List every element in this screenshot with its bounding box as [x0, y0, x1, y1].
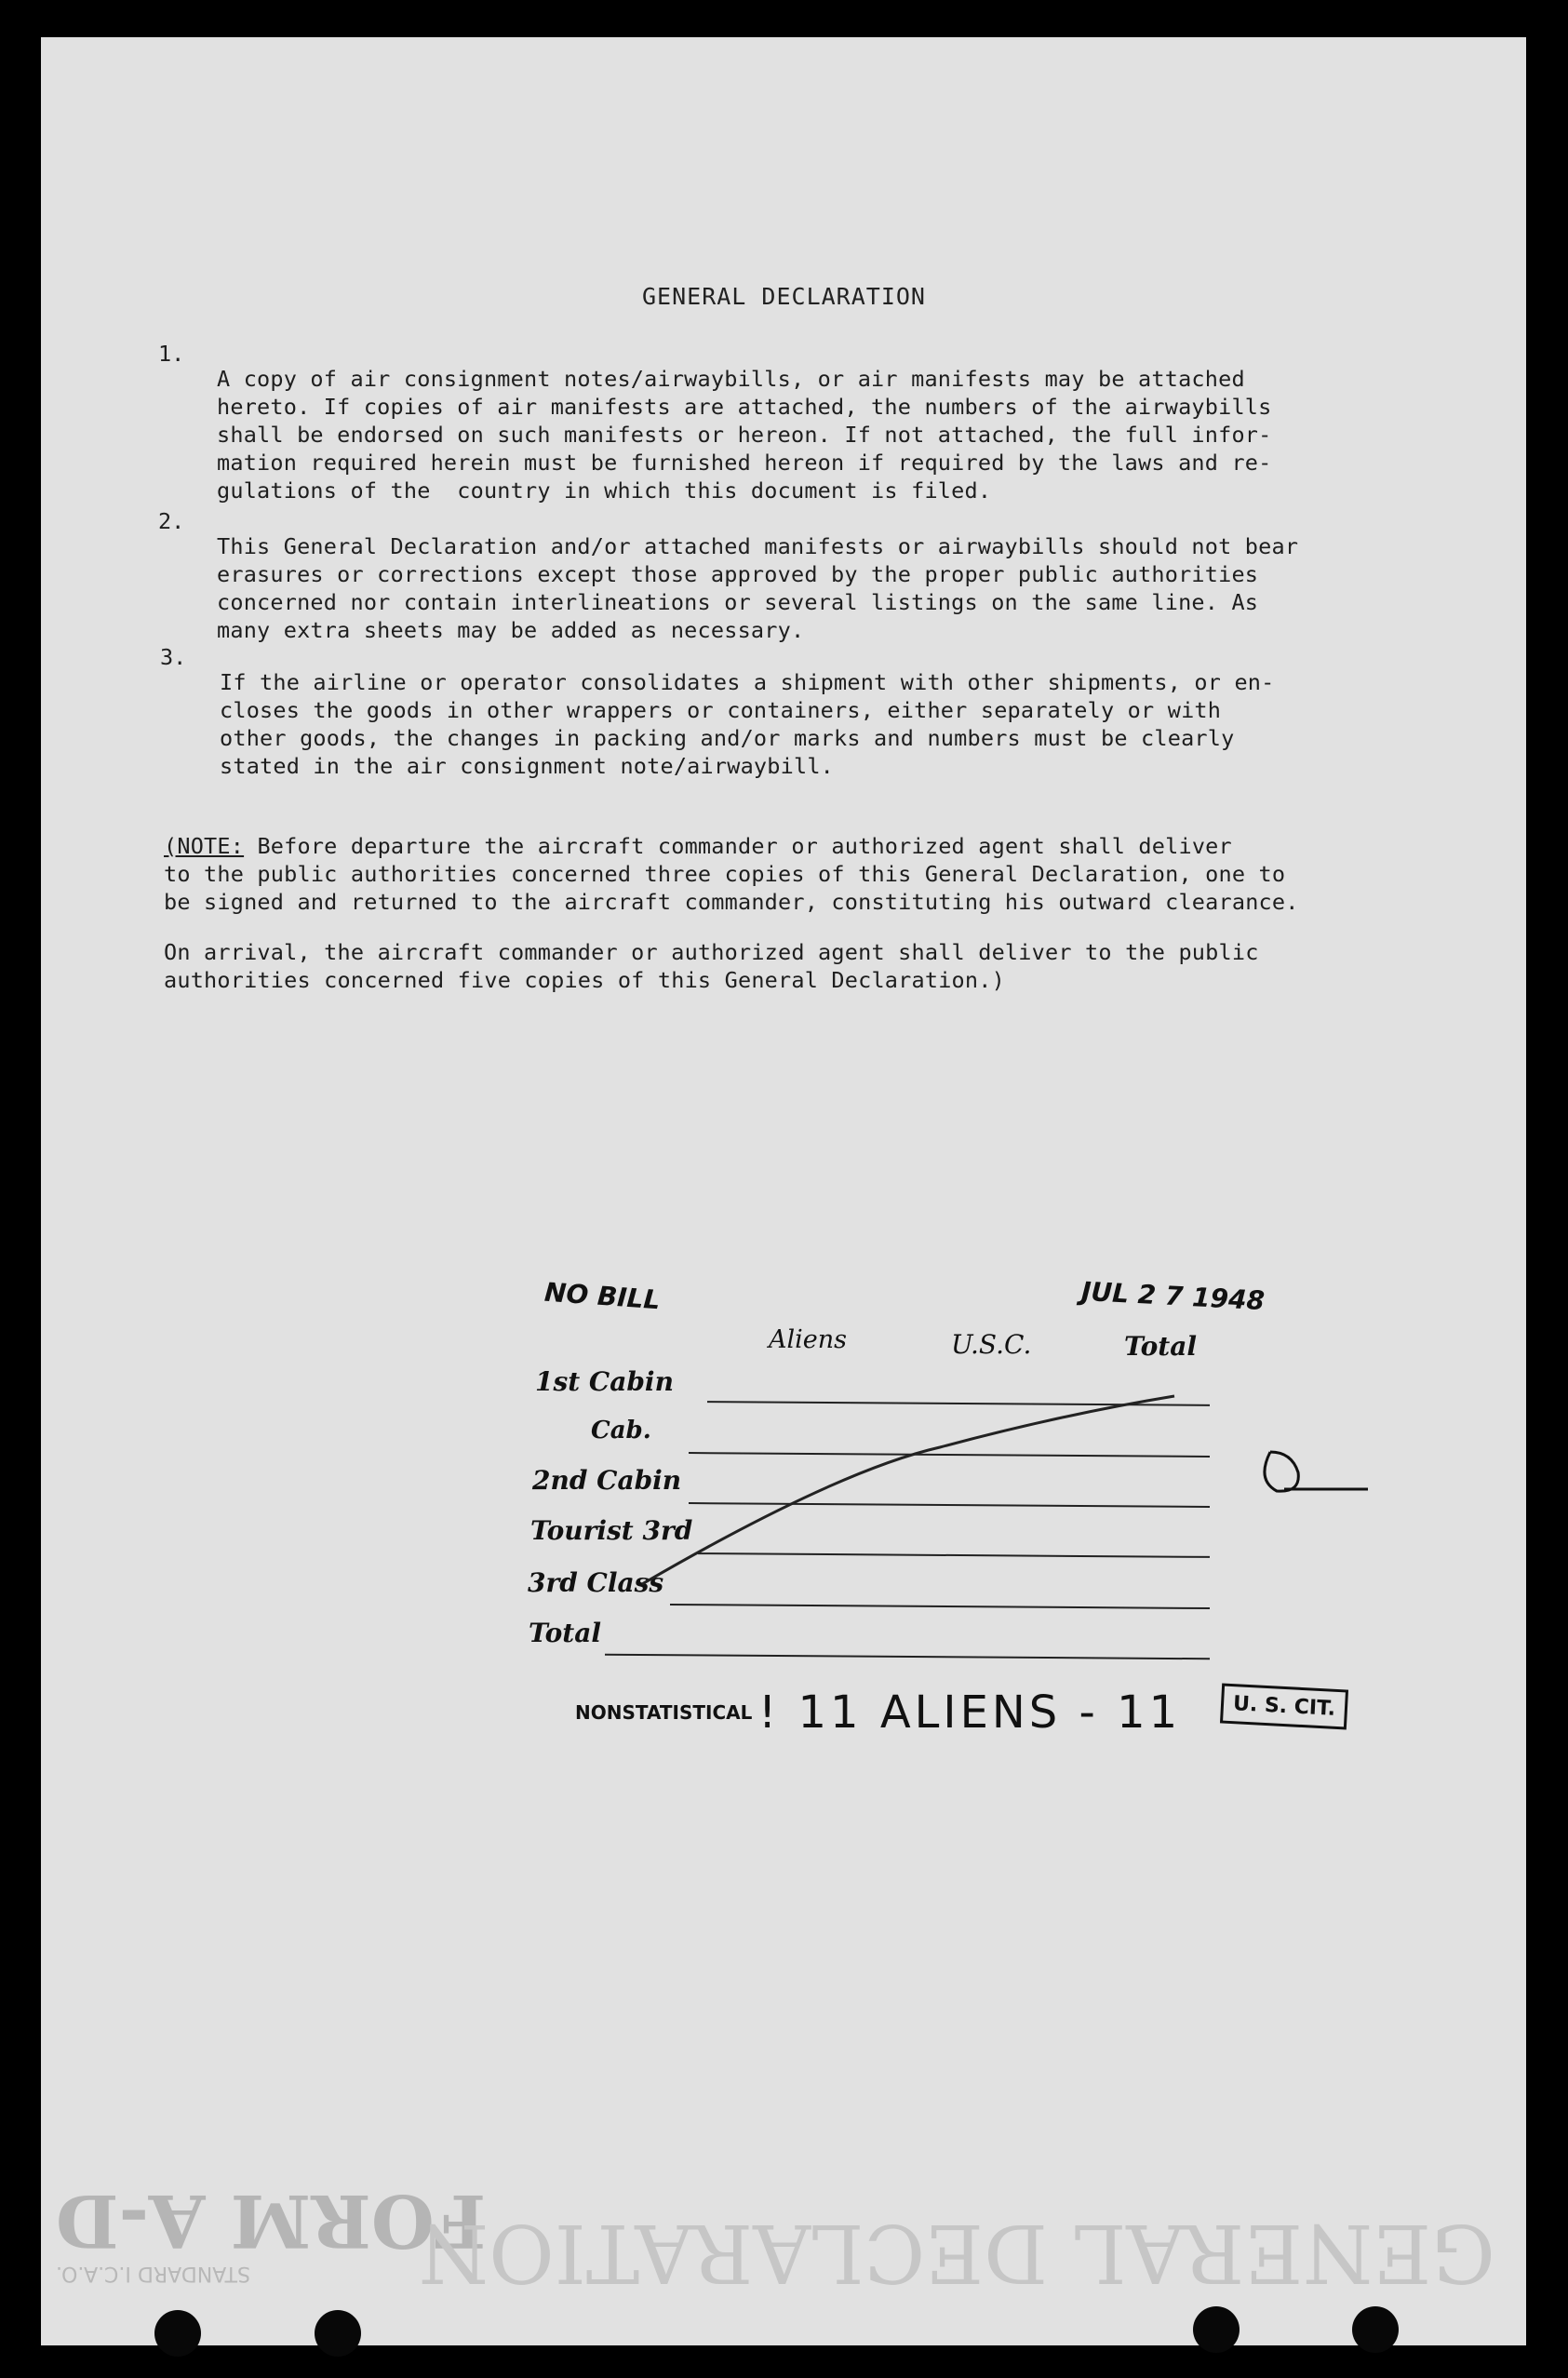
punch-hole	[154, 2310, 201, 2357]
row-label-2nd-cabin: 2nd Cabin	[532, 1465, 682, 1496]
item-number: 3.	[160, 644, 187, 670]
row-label-total: Total	[529, 1618, 602, 1648]
row-label-cabin: Cab.	[591, 1417, 651, 1444]
punch-hole	[315, 2310, 361, 2357]
no-bill-stamp: NO BILL	[543, 1276, 662, 1316]
date-stamp: JUL 2 7 1948	[1080, 1275, 1266, 1317]
item-paragraph: If the airline or operator consolidates a shipment with other shipments, or en- closes the goods in other wrappers or containers, either separately or with other goods, the changes in packing and/or marks and numbers must be clearly stated in the air consignment note/airwaybill.	[220, 669, 1275, 779]
bleed-through-title: GENERAL DECLARATION	[419, 2206, 1495, 2299]
item-paragraph: A copy of air consignment notes/airwaybills, or air manifests may be attached hereto. If copies of air manifests are attached, the numbers of the airwaybills shall be endorsed on such manifests or hereon. If not attached, the full infor- mation required herein must be furnished hereon if required by the laws and re- gulations of the country in which this document is filed.	[217, 366, 1272, 504]
document-title: GENERAL DECLARATION	[642, 283, 926, 310]
punch-hole	[1352, 2306, 1399, 2353]
arrival-paragraph: On arrival, the aircraft commander or authorized agent shall deliver to the public authorities concerned five copies of this General Declaration.)	[164, 939, 1259, 993]
column-header-usc: U.S.C.	[951, 1329, 1032, 1360]
row-label-1st-cabin: 1st Cabin	[535, 1366, 674, 1397]
bleed-through-form-id: FORM A-D	[56, 2178, 487, 2263]
handwritten-alien-count: ! 11 ALIENS - 11	[758, 1686, 1182, 1739]
item-paragraph: This General Declaration and/or attached manifests or airwaybills should not bear erasures or corrections except those approved by the proper public authorities concerned nor contain interlineations or several listings on the same line. As many extra sheets may be added as necessary.	[217, 533, 1299, 643]
column-header-total: Total	[1124, 1331, 1198, 1362]
note-paragraph: (NOTE: Before departure the aircraft commander or authorized agent shall deliver to the public authorities concerned three copies of this General Declaration, one to be signed and returned to the aircraft commander, constituting his outward clearance.	[164, 833, 1299, 915]
row-label-tourist-3rd: Tourist 3rd	[530, 1515, 693, 1546]
nonstatistical-stamp: NONSTATISTICAL	[575, 1701, 753, 1724]
us-citizen-stamp: U. S. CIT.	[1220, 1683, 1348, 1729]
column-header-aliens: Aliens	[769, 1325, 847, 1354]
handwritten-q-mark	[1396, 1441, 1397, 1442]
row-label-3rd-class: 3rd Class	[528, 1567, 664, 1598]
note-label: (NOTE:	[164, 833, 245, 859]
item-number: 1.	[158, 341, 185, 367]
bleed-through-standard: STANDARD I.C.A.O.	[56, 2262, 250, 2285]
item-number: 2.	[158, 508, 185, 534]
punch-hole	[1193, 2306, 1240, 2353]
